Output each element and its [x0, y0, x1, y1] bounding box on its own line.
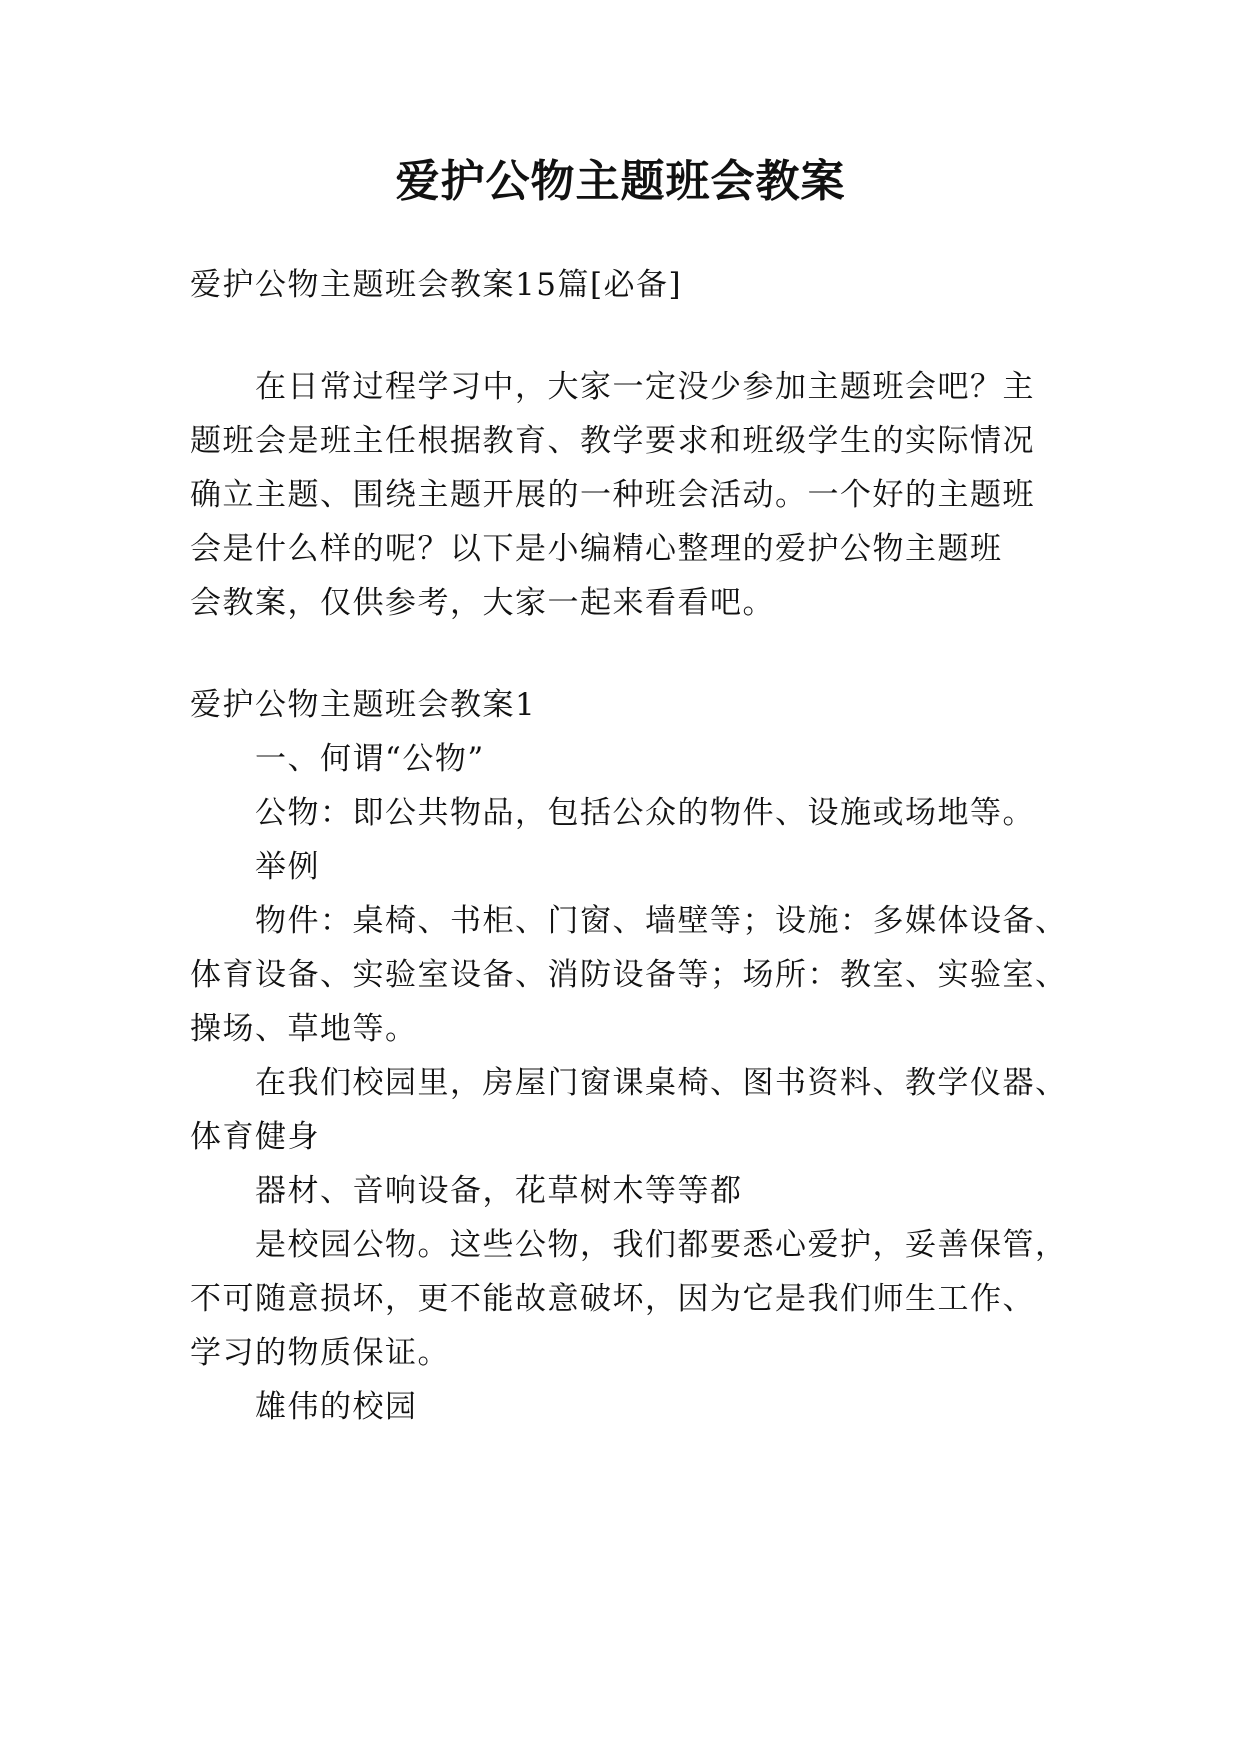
body-line: 举例	[255, 849, 320, 885]
document-subtitle: 爱护公物主题班会教案15篇[必备]	[190, 267, 683, 303]
body-line: 体育设备、实验室设备、消防设备等；场所：教室、实验室、	[190, 957, 1068, 993]
intro-line: 在日常过程学习中，大家一定没少参加主题班会吧？主	[255, 369, 1035, 405]
body-line: 不可随意损坏，更不能故意破坏，因为它是我们师生工作、	[190, 1281, 1035, 1317]
body-line: 在我们校园里，房屋门窗课桌椅、图书资料、教学仪器、	[255, 1065, 1068, 1101]
document-title: 爱护公物主题班会教案	[395, 156, 846, 207]
section-heading: 爱护公物主题班会教案1	[190, 687, 537, 723]
body-line: 学习的物质保证。	[190, 1335, 450, 1371]
body-line: 物件：桌椅、书柜、门窗、墙壁等；设施：多媒体设备、	[255, 903, 1068, 939]
body-line: 一、何谓“公物”	[255, 741, 485, 777]
body-line: 雄伟的校园	[255, 1389, 418, 1425]
body-line: 公物：即公共物品，包括公众的物件、设施或场地等。	[255, 795, 1035, 831]
body-line: 操场、草地等。	[190, 1011, 418, 1047]
body-line: 体育健身	[190, 1119, 320, 1155]
body-line: 是校园公物。这些公物，我们都要悉心爱护，妥善保管，	[255, 1227, 1068, 1263]
intro-line: 会是什么样的呢？以下是小编精心整理的爱护公物主题班	[190, 531, 1003, 567]
intro-line: 会教案，仅供参考，大家一起来看看吧。	[190, 585, 775, 621]
body-line: 器材、音响设备，花草树木等等都	[255, 1173, 743, 1209]
intro-line: 题班会是班主任根据教育、教学要求和班级学生的实际情况	[190, 423, 1035, 459]
intro-line: 确立主题、围绕主题开展的一种班会活动。一个好的主题班	[190, 477, 1035, 513]
